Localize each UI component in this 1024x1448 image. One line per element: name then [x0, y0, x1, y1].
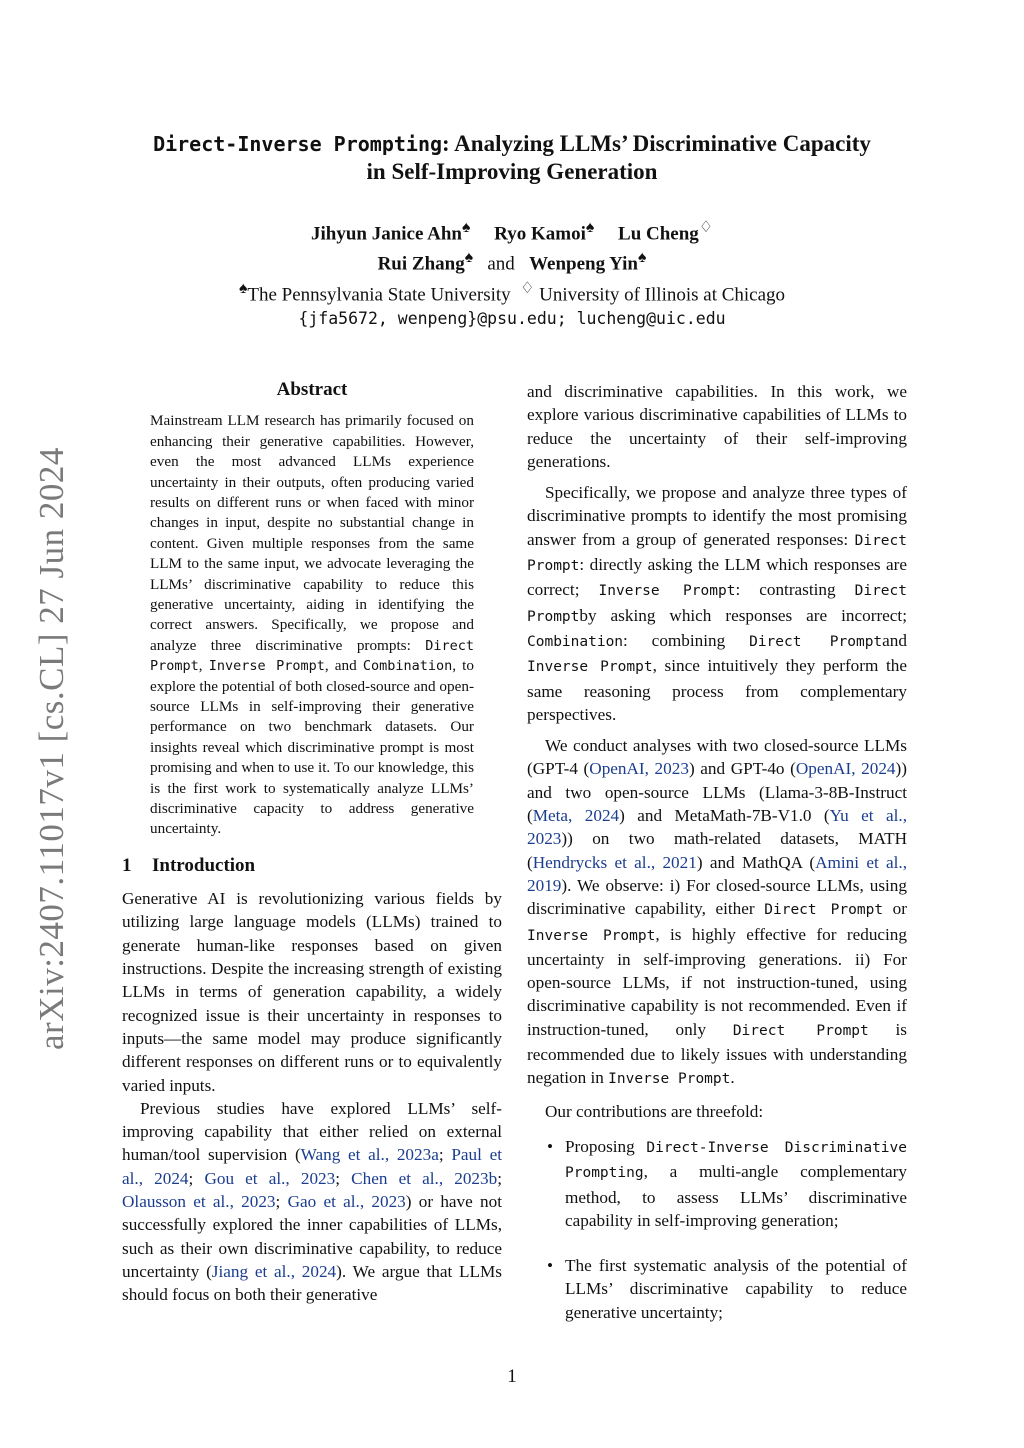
author-emails: {jfa5672, wenpeng}@psu.edu; lucheng@uic.edu [298, 308, 726, 328]
citation-link[interactable]: Wang et al., 2023a [300, 1145, 439, 1165]
right-column [527, 380, 907, 1346]
abstract-heading: Abstract [276, 379, 348, 400]
citation-link[interactable]: OpenAI, 2024 [795, 759, 896, 779]
citation-link[interactable]: Paul et al., 2024 [122, 1145, 502, 1188]
affiliations: ♠The Pennsylvania State University ♢ University of Illinois at Chicago [238, 279, 786, 305]
citation-link[interactable]: Meta, 2024 [532, 806, 620, 826]
citation-link[interactable]: Yu et al., 2023 [527, 806, 907, 849]
citation-link[interactable]: OpenAI, 2023 [589, 759, 689, 779]
intro-paragraph-1: Generative AI is revolutionizing various fields by utilizing large language models (LLMs) trained to generate human-like responses based on given instructions. Despite the increasing strength of existing LLMs in terms of generation capability, a widely recognized issue is their uncertainty in responses to inputs—the same model may produce significantly different responses on different runs or to equivalently varied inputs. [122, 889, 502, 1095]
list-item: • Proposing Direct-Inverse Discriminative Prompting, a multi-angle complementary method, to assess LLMs’ discriminative capability in self-improving generation; [527, 1135, 907, 1232]
abstract-body: Mainstream LLM research has primarily focused on enhancing their generative capabilities. However, even the most advanced LLMs experience uncertainty in their outputs, often producing varied results on different runs or when faced with minor changes in input, despite no substantial change in content. Given multiple responses from the same LLM to the same input, we advocate leveraging the LLMs’ discriminative capability to reduce this generative uncertainty, aiding in identifying the correct answers. Specifically, we propose and analyze three discriminative prompts: Direct Prompt, Inverse Prompt, and Combination, to explore the potential of both closed-source and open-source LLMs in self-improving their generative performance on two benchmark datasets. Our insights reveal which discriminative prompt is most promising and when to use it. To our knowledge, this is the first work to systematically analyze LLMs’ discriminative capacity to address generative uncertainty. [150, 412, 474, 838]
left-column [122, 378, 502, 1306]
citation-link[interactable]: Chen et al., 2023b [351, 1168, 498, 1188]
paper-header [100, 130, 924, 331]
citation-link[interactable]: Amini et al., 2019 [527, 852, 908, 895]
citation-link[interactable]: Hendrycks et al., 2021 [532, 852, 697, 872]
right-paragraph-1: and discriminative capabilities. In this work, we explore various discriminative capabilities of LLMs to reduce the uncertainty of their self-improving generations. [527, 382, 907, 471]
citation-link[interactable]: Jiang et al., 2024 [211, 1261, 337, 1281]
right-paragraph-3: We conduct analyses with two closed-source LLMs (GPT-4 (OpenAI, 2023) and GPT-4o (OpenAI, 2024)) and two open-source LLMs (Llama-3-8B-Instruct (Meta, 2024) and MetaMath-7B-V1.0 (Yu et al., 2023)) on two math-related datasets, MATH (Hendrycks et al., 2021) and MathQA (Amini et al., 2019). We observe: i) For closed-source LLMs, using discriminative capability, either Direct Prompt or Inverse Prompt, is highly effective for reducing uncertainty in self-improving generations. ii) For open-source LLMs, if not instruction-tuned, using discriminative capability is not recommended. Even if instruction-tuned, only Direct Prompt is recommended due to likely issues with understanding negation in Inverse Prompt. [527, 736, 908, 1088]
paper-title: Direct-Inverse Prompting: Analyzing LLMs’ Discriminative Capacity in Self-Improving Generation [153, 131, 871, 184]
citation-link[interactable]: Gao et al., 2023 [287, 1191, 406, 1211]
author-list: Jihyun Janice Ahn♠ Ryo Kamoi♠ Lu Cheng♢ Rui Zhang♠ and Wenpeng Yin♠ [310, 219, 714, 275]
arxiv-identifier: arXiv:2407.11017v1 [cs.CL] 27 Jun 2024 [32, 447, 71, 1050]
intro-paragraph-2: Previous studies have explored LLMs’ self-improving capability that either relied on external human/tool supervision (Wang et al., 2023a; Paul et al., 2024; Gou et al., 2023; Chen et al., 2023b; Olausson et al., 2023; Gao et al., 2023) or have not successfully explored the inner capabilities of LLMs, such as their own discriminative capability, to reduce uncertainty (Jiang et al., 2024). We argue that LLMs should focus on both their generative [122, 1098, 502, 1305]
citation-link[interactable]: Gou et al., 2023 [204, 1168, 336, 1188]
right-paragraph-2: Specifically, we propose and analyze three types of discriminative prompts to identify the most promising answer from a group of generated responses: Direct Prompt: directly asking the LLM which responses are correct; Inverse Prompt: contrasting Direct Promptby asking which responses are incorrect; Combination: combining Direct Promptand Inverse Prompt, since intuitively they perform the same reasoning process from complementary perspectives. [527, 483, 908, 724]
right-paragraph-4: Our contributions are threefold: [545, 1101, 764, 1121]
section-heading-introduction: 1 Introduction [122, 854, 256, 876]
citation-link[interactable]: Olausson et al., 2023 [122, 1191, 276, 1211]
list-item: • The first systematic analysis of the potential of LLMs’ discriminative capability to reduce generative uncertainty; [527, 1254, 907, 1324]
contributions-list [527, 1135, 907, 1324]
page-number: 1 [507, 1366, 517, 1387]
